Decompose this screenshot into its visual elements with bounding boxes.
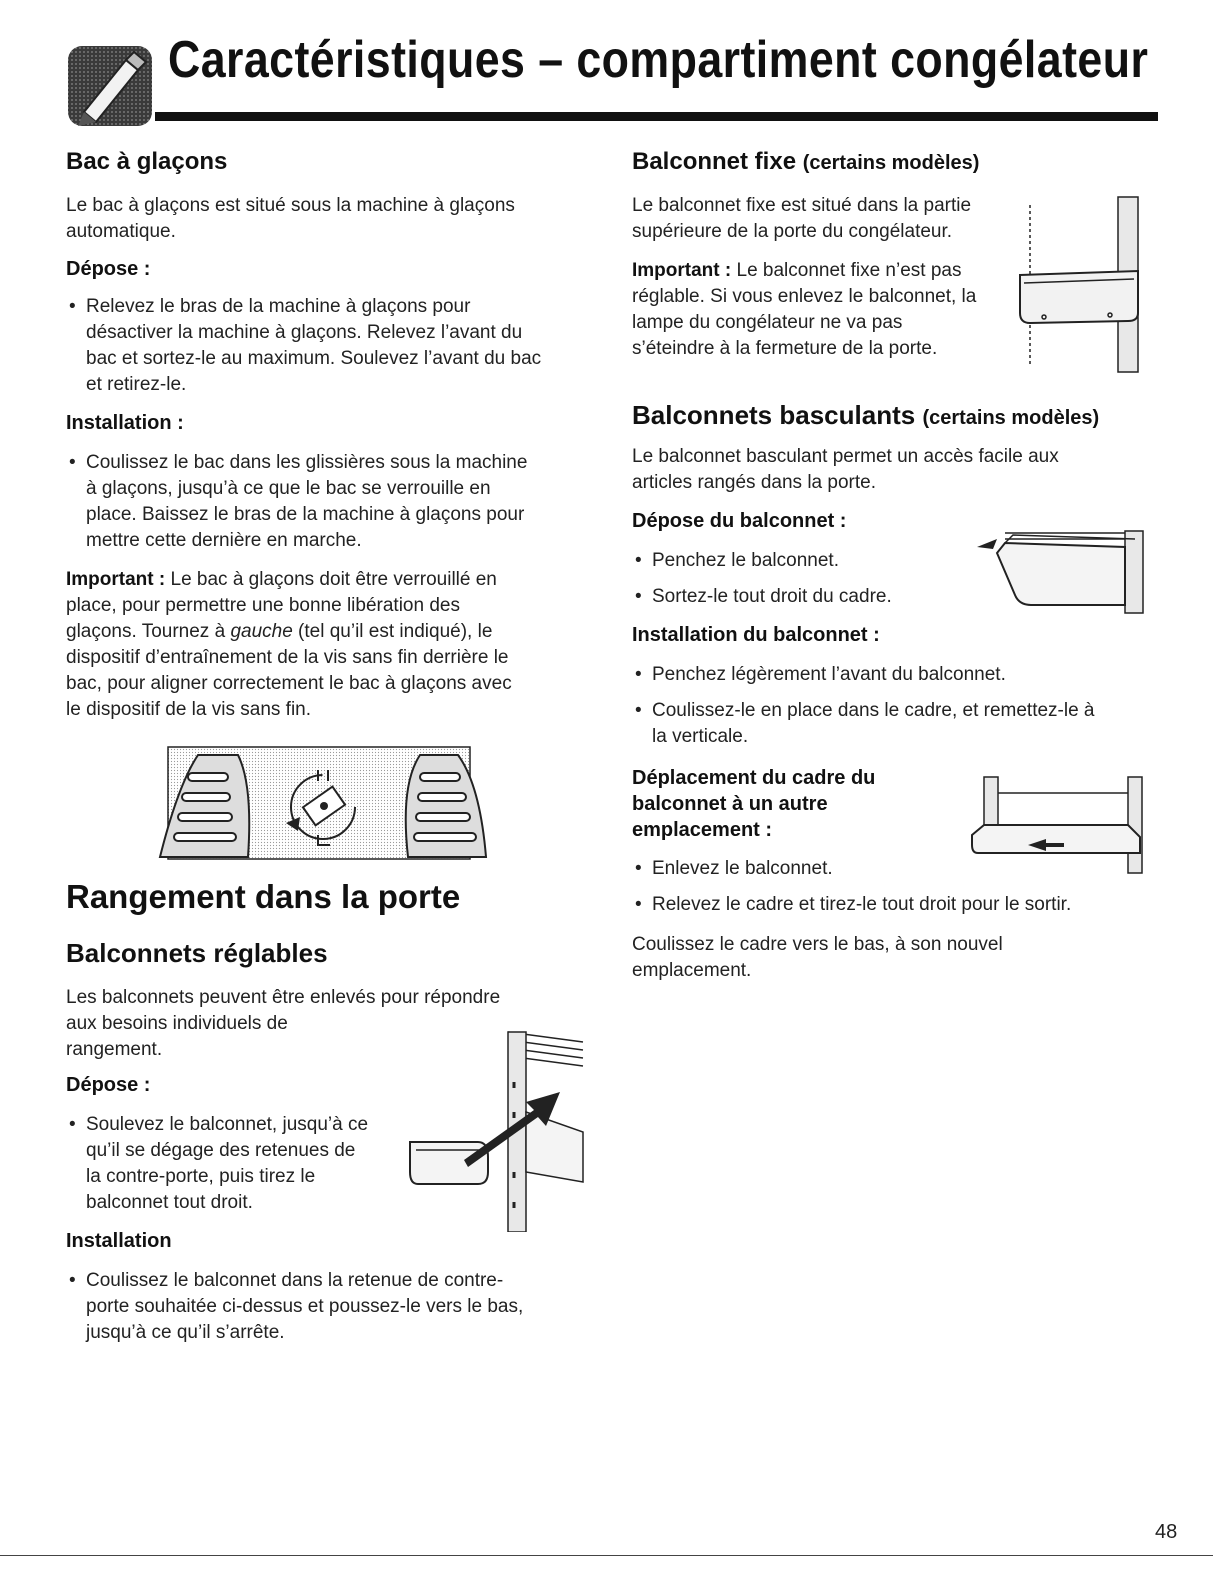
list-item: • Coulissez-le en place dans le cadre, et remettez-le à la verticale. [632,698,1172,750]
basculants-deplacement-list [632,856,1192,918]
pencil-section-icon [66,42,154,128]
bac-depose-list [66,294,626,398]
section-heading-bac: Bac à glaçons [66,148,228,175]
bac-depose-label: Dépose : [66,258,151,280]
page-title: Caractéristiques – compartiment congélateur [168,31,1149,89]
bac-install-label: Installation : [66,412,184,434]
section-heading-fixe: Balconnet fixe (certains modèles) [632,148,980,175]
rangement-intro: Les balconnets peuvent être enlevés pour répondre aux besoins individuels de rangement. [66,987,501,1060]
bac-install-list [66,450,626,554]
bac-intro: Le bac à glaçons est situé sous la machine à glaçons automatique. [66,195,515,242]
list-item: • Coulissez le balconnet dans la retenue de contre- porte souhaitée ci-dessus et poussez-le vers le bas, jusqu’à ce qu’il s’arrête. [66,1268,626,1346]
fixe-important: Important : Le balconnet fixe n’est pas réglable. Si vous enlevez le balconnet, la lampe du congélateur ne va pas s’éteindre à la fermeture de la porte. [632,260,977,359]
list-item: • Soulevez le balconnet, jusqu’à ce qu’il se dégage des retenues de la contre-porte, puis tirez le balconnet tout droit. [66,1112,406,1216]
section-heading-rangement: Rangement dans la porte [66,878,461,915]
list-item: • Enlevez le balconnet. [632,856,1192,882]
list-item: • Penchez le balconnet. [632,548,962,574]
section-heading-basculants: Balconnets basculants (certains modèles) [632,400,1100,430]
rangement-install-label: Installation [66,1230,172,1252]
rangement-depose-list [66,1112,406,1216]
basculants-depose-list [632,548,962,610]
basculants-install-label: Installation du balconnet : [632,624,880,646]
list-item: • Relevez le bras de la machine à glaçons pour désactiver la machine à glaçons. Relevez l’avant du bac et sortez-le au maximum. Soulevez l’avant du bac et retirez-le. [66,294,626,398]
footer-rule [0,1555,1213,1556]
list-item: • Sortez-le tout droit du cadre. [632,584,962,610]
basculants-closing: Coulissez le cadre vers le bas, à son nouvel emplacement. [632,934,1003,981]
basculants-deplacement-label: Déplacement du cadre du balconnet à un autre emplacement : [632,767,876,841]
list-item: • Coulissez le bac dans les glissières sous la machine à glaçons, jusqu’à ce que le bac se verrouille en place. Baissez le bras de la machine à glaçons pour mettre cette dernière en marche. [66,450,626,554]
ice-bin-illustration [158,745,488,865]
title-rule [155,112,1158,121]
rangement-install-list [66,1268,626,1346]
basculants-install-list [632,662,1172,750]
basculants-intro: Le balconnet basculant permet un accès facile aux articles rangés dans la porte. [632,446,1059,493]
list-item: • Relevez le cadre et tirez-le tout droit pour le sortir. [632,892,1192,918]
page-number: 48 [1155,1521,1178,1543]
fixe-intro: Le balconnet fixe est situé dans la partie supérieure de la porte du congélateur. [632,195,972,242]
tilt-shelf-illustration [975,525,1153,615]
basculants-depose-label: Dépose du balconnet : [632,510,847,532]
rangement-depose-label: Dépose : [66,1074,151,1096]
bac-important: Important : Le bac à glaçons doit être verrouillé en place, pour permettre une bonne libération des glaçons. Tournez à gauche (tel qu’il est indiqué), le dispositif d’entraînement de la vis sans fin derrière le bac, pour aligner correctement le bac à glaçons avec le dispositif de la vis sans fin. [66,569,512,720]
subheading-balconnets-reglables: Balconnets réglables [66,938,328,968]
fixed-shelf-illustration [1010,195,1145,375]
list-item: • Penchez légèrement l’avant du balconnet. [632,662,1172,688]
door-shelf-illustration [408,1022,588,1232]
